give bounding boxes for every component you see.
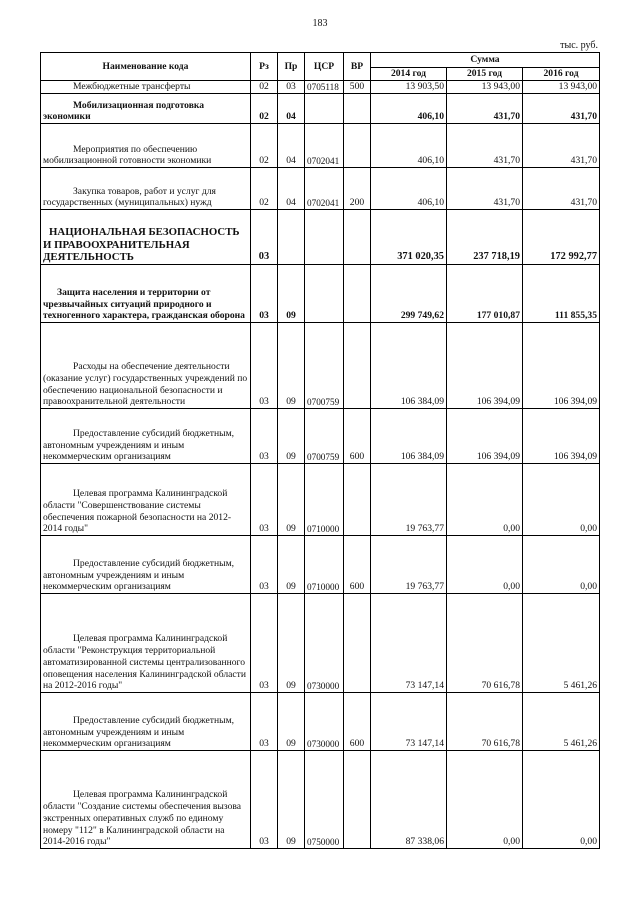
row-vr	[344, 323, 371, 409]
row-rz: 03	[251, 210, 278, 265]
row-2014: 87 338,06	[371, 751, 447, 849]
row-pr: 09	[278, 265, 305, 323]
row-csr: 0700759	[305, 409, 344, 464]
row-rz: 02	[251, 94, 278, 124]
row-pr: 09	[278, 594, 305, 693]
row-name: Целевая программа Калининградской области "Создание системы обеспечения вызова экстренных оперативных служб по единому номеру "112" в Калининградской области на 2014-2016 годы"	[41, 751, 251, 849]
row-csr	[305, 265, 344, 323]
row-2014: 106 384,09	[371, 323, 447, 409]
table-row	[41, 751, 600, 849]
row-name: Межбюджетные трансферты	[41, 81, 251, 94]
row-pr: 09	[278, 323, 305, 409]
row-pr: 09	[278, 536, 305, 594]
row-vr	[344, 210, 371, 265]
row-pr: 03	[278, 81, 305, 94]
row-2016: 106 394,09	[523, 409, 600, 464]
row-vr	[344, 464, 371, 536]
row-2016: 431,70	[523, 124, 600, 168]
row-vr: 600	[344, 536, 371, 594]
row-pr: 04	[278, 168, 305, 210]
row-rz: 02	[251, 124, 278, 168]
row-csr: 0705118	[305, 81, 344, 94]
units-label: тыс. руб.	[560, 40, 598, 51]
row-2016: 431,70	[523, 168, 600, 210]
header-sum: Сумма	[371, 53, 600, 68]
row-2016: 0,00	[523, 751, 600, 849]
row-2014: 73 147,14	[371, 594, 447, 693]
row-name: Целевая программа Калининградской области "Реконструкция территориальной автоматизированной системы централизованного оповещения населения Калининградской области на 2012-2016 годы"	[41, 594, 251, 693]
header-2014: 2014 год	[371, 68, 447, 81]
row-rz: 03	[251, 265, 278, 323]
row-rz: 03	[251, 751, 278, 849]
row-2015: 106 394,09	[447, 409, 523, 464]
row-2016: 172 992,77	[523, 210, 600, 265]
row-rz: 03	[251, 409, 278, 464]
row-pr: 09	[278, 409, 305, 464]
row-csr: 0702041	[305, 124, 344, 168]
row-2016: 106 394,09	[523, 323, 600, 409]
row-name: Расходы на обеспечение деятельности (оказание услуг) государственных учреждений по обеспечению национальной безопасности и правоохранительной деятельности	[41, 323, 251, 409]
row-pr: 04	[278, 124, 305, 168]
row-csr: 0700759	[305, 323, 344, 409]
row-2014: 406,10	[371, 94, 447, 124]
row-vr	[344, 594, 371, 693]
row-2015: 70 616,78	[447, 693, 523, 751]
row-pr: 04	[278, 94, 305, 124]
table-row	[41, 265, 600, 323]
table-row	[41, 81, 600, 94]
row-2016: 13 943,00	[523, 81, 600, 94]
header-name: Наименование кода	[41, 53, 251, 81]
budget-table	[40, 52, 600, 849]
row-vr: 600	[344, 693, 371, 751]
row-vr: 500	[344, 81, 371, 94]
row-csr: 0710000	[305, 536, 344, 594]
row-rz: 02	[251, 168, 278, 210]
row-rz: 03	[251, 536, 278, 594]
table-row	[41, 536, 600, 594]
row-2014: 371 020,35	[371, 210, 447, 265]
table-row	[41, 594, 600, 693]
table-row	[41, 210, 600, 265]
row-name: Защита населения и территории от чрезвычайных ситуаций природного и техногенного характера, гражданская оборона	[41, 265, 251, 323]
row-2014: 19 763,77	[371, 536, 447, 594]
header-csr: ЦСР	[305, 53, 344, 81]
row-vr	[344, 94, 371, 124]
row-vr	[344, 751, 371, 849]
row-name: Мероприятия по обеспечению мобилизационной готовности экономики	[41, 124, 251, 168]
row-2016: 431,70	[523, 94, 600, 124]
row-2014: 73 147,14	[371, 693, 447, 751]
row-name: Предоставление субсидий бюджетным, автономным учреждениям и иным некоммерческим организациям	[41, 409, 251, 464]
row-rz: 03	[251, 323, 278, 409]
header-vr: ВР	[344, 53, 371, 81]
row-2015: 431,70	[447, 94, 523, 124]
header-rz: Рз	[251, 53, 278, 81]
row-2015: 431,70	[447, 124, 523, 168]
row-2014: 19 763,77	[371, 464, 447, 536]
row-name: Мобилизационная подготовка экономики	[41, 94, 251, 124]
row-2016: 0,00	[523, 464, 600, 536]
row-vr	[344, 265, 371, 323]
row-2015: 237 718,19	[447, 210, 523, 265]
row-rz: 02	[251, 81, 278, 94]
table-row	[41, 409, 600, 464]
row-rz: 03	[251, 594, 278, 693]
table-row	[41, 693, 600, 751]
row-2015: 106 394,09	[447, 323, 523, 409]
row-vr: 600	[344, 409, 371, 464]
row-2014: 406,10	[371, 124, 447, 168]
row-2016: 0,00	[523, 536, 600, 594]
row-csr	[305, 210, 344, 265]
row-2015: 0,00	[447, 536, 523, 594]
row-csr: 0750000	[305, 751, 344, 849]
page-number: 183	[312, 18, 328, 29]
table-row	[41, 168, 600, 210]
row-pr: 09	[278, 751, 305, 849]
row-2014: 13 903,50	[371, 81, 447, 94]
row-vr	[344, 124, 371, 168]
row-2015: 13 943,00	[447, 81, 523, 94]
row-2015: 0,00	[447, 464, 523, 536]
row-csr: 0730000	[305, 594, 344, 693]
row-csr: 0702041	[305, 168, 344, 210]
header-2015: 2015 год	[447, 68, 523, 81]
row-2016: 5 461,26	[523, 594, 600, 693]
row-2016: 5 461,26	[523, 693, 600, 751]
header-2016: 2016 год	[523, 68, 600, 81]
table-row	[41, 464, 600, 536]
row-2014: 406,10	[371, 168, 447, 210]
row-2015: 70 616,78	[447, 594, 523, 693]
row-2015: 431,70	[447, 168, 523, 210]
row-pr: 09	[278, 693, 305, 751]
row-2016: 111 855,35	[523, 265, 600, 323]
row-name: НАЦИОНАЛЬНАЯ БЕЗОПАСНОСТЬ И ПРАВООХРАНИТЕЛЬНАЯ ДЕЯТЕЛЬНОСТЬ	[41, 210, 251, 265]
header-pr: Пр	[278, 53, 305, 81]
table-row	[41, 323, 600, 409]
row-pr: 09	[278, 464, 305, 536]
table-row	[41, 124, 600, 168]
row-csr	[305, 94, 344, 124]
row-vr: 200	[344, 168, 371, 210]
row-2014: 106 384,09	[371, 409, 447, 464]
row-name: Целевая программа Калининградской области "Совершенствование системы обеспечения пожарной безопасности на 2012-2014 годы"	[41, 464, 251, 536]
row-rz: 03	[251, 464, 278, 536]
row-2015: 0,00	[447, 751, 523, 849]
row-2014: 299 749,62	[371, 265, 447, 323]
row-name: Предоставление субсидий бюджетным, автономным учреждениям и иным некоммерческим организациям	[41, 693, 251, 751]
row-name: Предоставление субсидий бюджетным, автономным учреждениям и иным некоммерческим организациям	[41, 536, 251, 594]
row-2015: 177 010,87	[447, 265, 523, 323]
row-pr	[278, 210, 305, 265]
row-name: Закупка товаров, работ и услуг для государственных (муниципальных) нужд	[41, 168, 251, 210]
row-csr: 0710000	[305, 464, 344, 536]
row-rz: 03	[251, 693, 278, 751]
table-row	[41, 94, 600, 124]
row-csr: 0730000	[305, 693, 344, 751]
